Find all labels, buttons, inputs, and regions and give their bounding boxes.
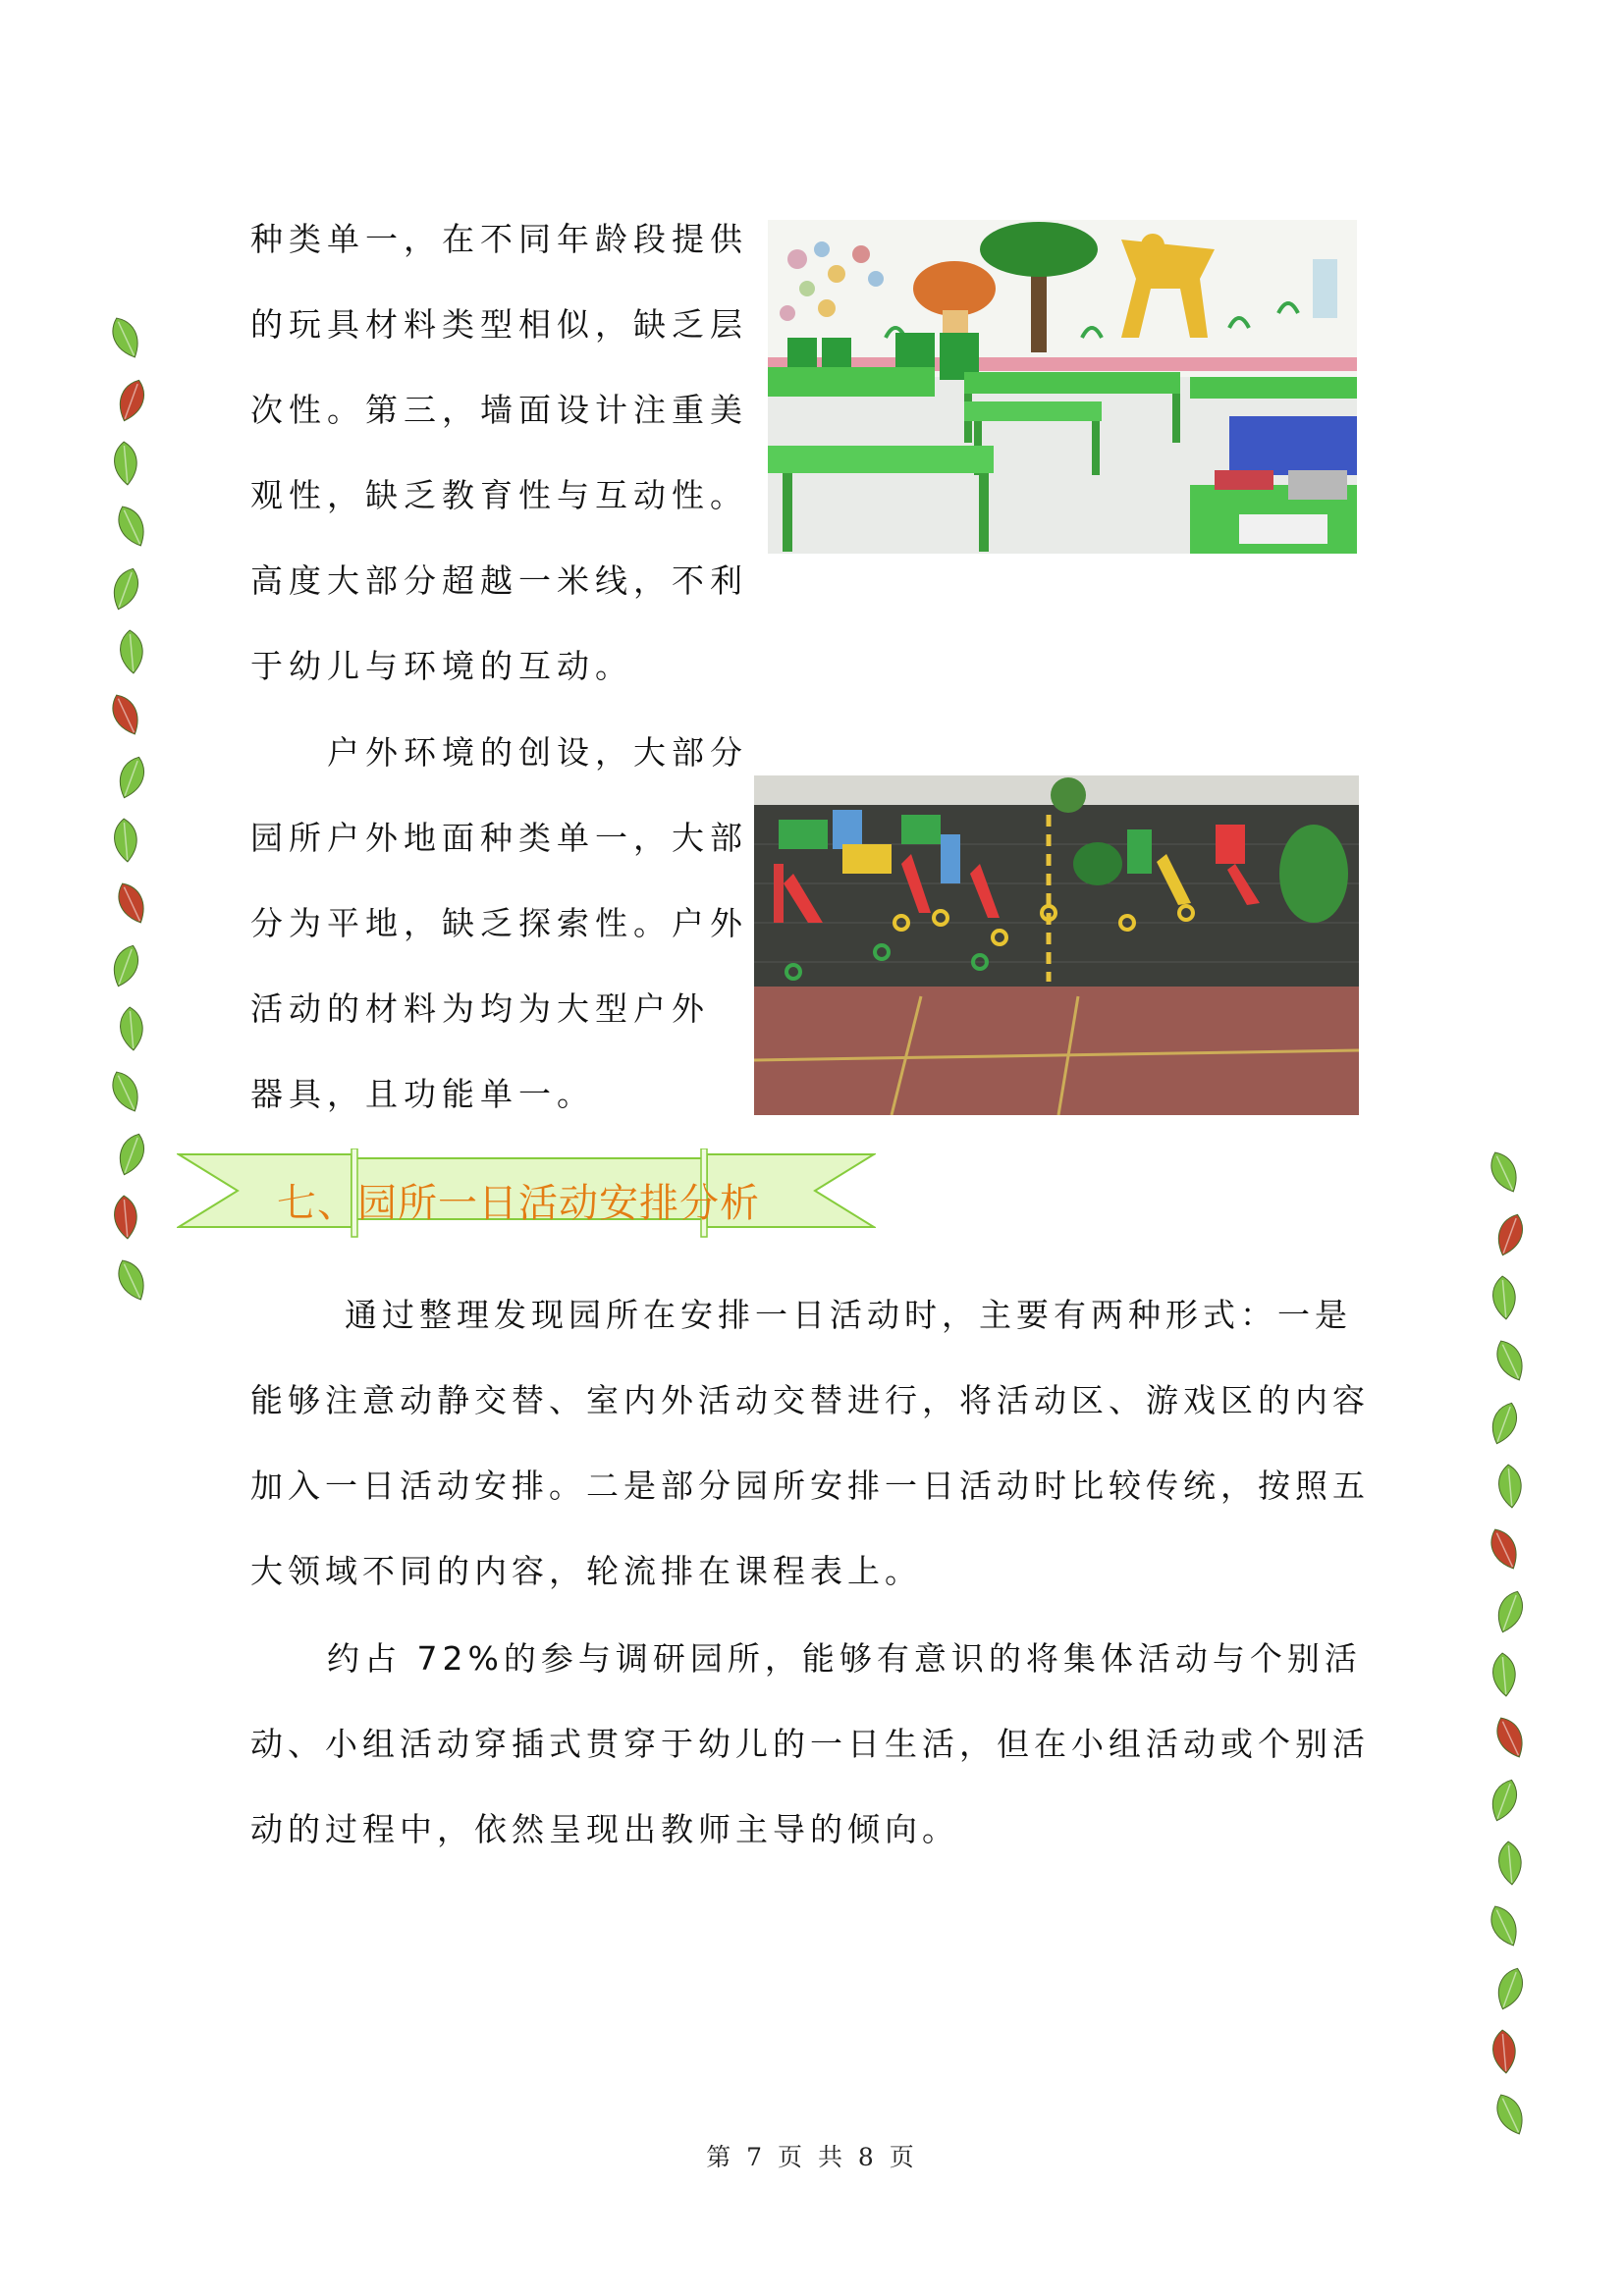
text-line: 能够注意动静交替、室内外活动交替进行，将活动区、游戏区的内容 [250, 1381, 1370, 1419]
leaf-icon [1485, 2028, 1524, 2075]
leaf-icon [106, 440, 145, 487]
leaf-icon [1490, 1463, 1530, 1510]
leaf-icon [112, 754, 151, 801]
leaf-icon [106, 817, 145, 864]
leaf-icon [106, 565, 145, 613]
text-line: 分为平地，缺乏探索性。户外 [250, 904, 748, 942]
leaf-icon [1490, 1588, 1530, 1635]
text-line: 园所户外地面种类单一，大部 [250, 819, 748, 857]
leaf-icon [1485, 1777, 1524, 1824]
leaf-icon [1485, 1400, 1524, 1447]
leaf-icon [106, 942, 145, 989]
text-line: 的玩具材料类型相似，缺乏层 [250, 305, 748, 344]
leaf-icon [1490, 1211, 1530, 1258]
text-line: 加入一日活动安排。二是部分园所安排一日活动时比较传统，按照五 [250, 1467, 1370, 1505]
text-line: 通过整理发现园所在安排一日活动时，主要有两种形式：一是 [345, 1296, 1352, 1334]
text-line: 器具，且功能单一。 [250, 1075, 595, 1113]
leaf-icon [112, 503, 151, 550]
leaf-icon [1490, 2091, 1530, 2138]
text-line: 种类单一，在不同年龄段提供 [250, 220, 748, 258]
leaf-icon [112, 628, 151, 675]
leaf-icon [1485, 1274, 1524, 1321]
leaf-icon [112, 1256, 151, 1304]
leaf-icon [112, 1131, 151, 1178]
leaf-icon [106, 691, 145, 738]
leaf-icon [1490, 1714, 1530, 1761]
text-line: 次性。第三，墙面设计注重美 [250, 391, 748, 429]
leaf-icon [106, 1194, 145, 1241]
playground-photo [754, 775, 1359, 1115]
classroom-illustration [768, 220, 1357, 554]
section-heading: 七、园所一日活动安排分析 [277, 1181, 760, 1226]
leaf-icon [1485, 1902, 1524, 1949]
text-line: 活动的材料为均为大型户外 [250, 989, 710, 1028]
leaf-icon [106, 314, 145, 361]
playground-illustration [754, 775, 1359, 1115]
text-line: 动、小组活动穿插式贯穿于幼儿的一日生活，但在小组活动或个别活 [250, 1725, 1370, 1763]
leaf-icon [112, 1005, 151, 1052]
paragraph-daily-schedule [250, 1272, 1419, 1614]
leaf-icon [1485, 1651, 1524, 1698]
section-heading-banner [177, 1148, 876, 1239]
leaf-icon [1485, 1525, 1524, 1573]
leaf-icon [112, 377, 151, 424]
text-line: 大领域不同的内容，轮流排在课程表上。 [250, 1552, 922, 1590]
text-line: 动的过程中，依然呈现出教师主导的倾向。 [250, 1810, 959, 1848]
leaf-icon [1485, 1148, 1524, 1196]
text-line: 观性，缺乏教育性与互动性。 [250, 476, 748, 514]
leaf-icon [1490, 1337, 1530, 1384]
text-line: 于幼儿与环境的互动。 [250, 647, 633, 685]
leaf-icon [1490, 1840, 1530, 1887]
page-number-footer: 第 7 页 共 8 页 [706, 2143, 918, 2171]
leaf-icon [1490, 1965, 1530, 2012]
paragraph-outdoor-environment [250, 710, 748, 1137]
text-line: 高度大部分超越一米线，不利 [250, 561, 748, 600]
text-line: 户外环境的创设，大部分 [327, 733, 748, 772]
leaf-icon [106, 1068, 145, 1115]
text-line: 约占 72%的参与调研园所，能够有意识的将集体活动与个别活 [327, 1639, 1362, 1678]
classroom-photo [768, 220, 1357, 554]
paragraph-survey-result [250, 1616, 1419, 1872]
paragraph-indoor-environment [250, 196, 748, 709]
leaf-icon [112, 880, 151, 927]
